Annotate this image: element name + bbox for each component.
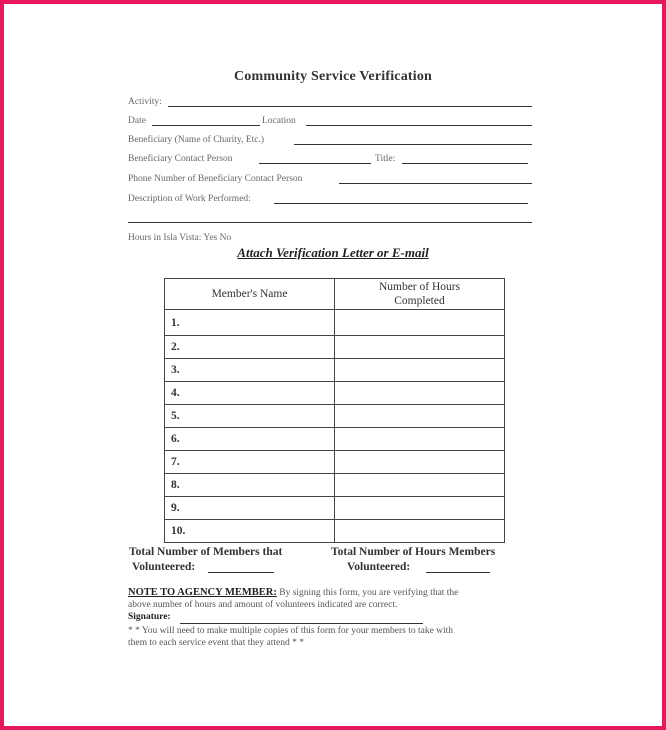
form-title: Community Service Verification: [233, 69, 433, 84]
note-text-3: * * You will need to make multiple copies of this form for your members to take with: [128, 626, 454, 636]
hours-cell[interactable]: [335, 382, 505, 405]
note-heading: NOTE TO AGENCY MEMBER:: [128, 587, 277, 598]
description-line-1[interactable]: [274, 203, 528, 204]
phone-label: Phone Number of Beneficiary Contact Person: [128, 174, 303, 184]
total-members-line[interactable]: [208, 572, 274, 573]
row-number[interactable]: 6.: [165, 428, 335, 451]
total-hours-label: Total Number of Hours Members: [331, 546, 496, 558]
title-line[interactable]: [402, 163, 528, 164]
row-number[interactable]: 9.: [165, 497, 335, 520]
activity-label: Activity:: [128, 97, 162, 107]
hours-cell[interactable]: [335, 451, 505, 474]
note-text-4: them to each service event that they attend * *: [128, 638, 304, 648]
hours-cell[interactable]: [335, 497, 505, 520]
title-label: Title:: [375, 154, 396, 164]
row-number[interactable]: 4.: [165, 382, 335, 405]
hours-cell[interactable]: [335, 359, 505, 382]
hours-cell[interactable]: [335, 520, 505, 543]
signature-row: [128, 612, 171, 623]
row-number[interactable]: 5.: [165, 405, 335, 428]
location-label: Location: [262, 116, 296, 126]
total-members-label: Total Number of Members that: [129, 546, 283, 558]
hours-completed-header: [335, 279, 505, 310]
row-number[interactable]: 8.: [165, 474, 335, 497]
note-text-1: By signing this form, you are verifying that the: [276, 588, 459, 598]
hours-completed-header-text: Number of Hours Completed: [378, 281, 461, 307]
activity-line[interactable]: [168, 106, 532, 107]
contact-person-line[interactable]: [259, 163, 371, 164]
member-name-header: Member's Name: [165, 279, 335, 310]
total-hours-line[interactable]: [426, 572, 490, 573]
row-number[interactable]: 10.: [165, 520, 335, 543]
isla-vista-label: Hours in Isla Vista: Yes No: [128, 233, 232, 243]
row-number[interactable]: 2.: [165, 336, 335, 359]
members-table: [164, 278, 505, 543]
table-row: [165, 336, 505, 359]
note-line-1: [128, 587, 458, 599]
hours-cell[interactable]: [335, 428, 505, 451]
table-row: [165, 474, 505, 497]
table-row: [165, 451, 505, 474]
row-number[interactable]: 3.: [165, 359, 335, 382]
date-label: Date: [128, 116, 146, 126]
hours-cell[interactable]: [335, 310, 505, 336]
table-row: [165, 497, 505, 520]
contact-person-label: Beneficiary Contact Person: [128, 154, 233, 164]
row-number[interactable]: 7.: [165, 451, 335, 474]
beneficiary-name-line[interactable]: [294, 144, 532, 145]
beneficiary-name-label: Beneficiary (Name of Charity, Etc.): [128, 135, 265, 145]
description-label: Description of Work Performed:: [128, 194, 251, 204]
phone-line[interactable]: [339, 183, 532, 184]
hours-cell[interactable]: [335, 405, 505, 428]
hours-cell[interactable]: [335, 336, 505, 359]
signature-line[interactable]: [180, 623, 423, 624]
table-row: [165, 428, 505, 451]
table-row: [165, 359, 505, 382]
attach-verification-heading: Attach Verification Letter or E-mail: [237, 245, 429, 260]
hours-cell[interactable]: [335, 474, 505, 497]
table-row: [165, 405, 505, 428]
location-line[interactable]: [306, 125, 532, 126]
description-line-2[interactable]: [128, 222, 532, 223]
total-members-volunteered-label: Volunteered:: [132, 561, 196, 573]
signature-label: Signature:: [128, 612, 171, 622]
table-row: [165, 310, 505, 336]
total-hours-volunteered-label: Volunteered:: [347, 561, 411, 573]
table-row: [165, 520, 505, 543]
row-number[interactable]: 1.: [165, 310, 335, 336]
note-text-2: above number of hours and amount of volunteers indicated are correct.: [128, 600, 398, 610]
table-row: [165, 382, 505, 405]
date-line[interactable]: [152, 125, 260, 126]
